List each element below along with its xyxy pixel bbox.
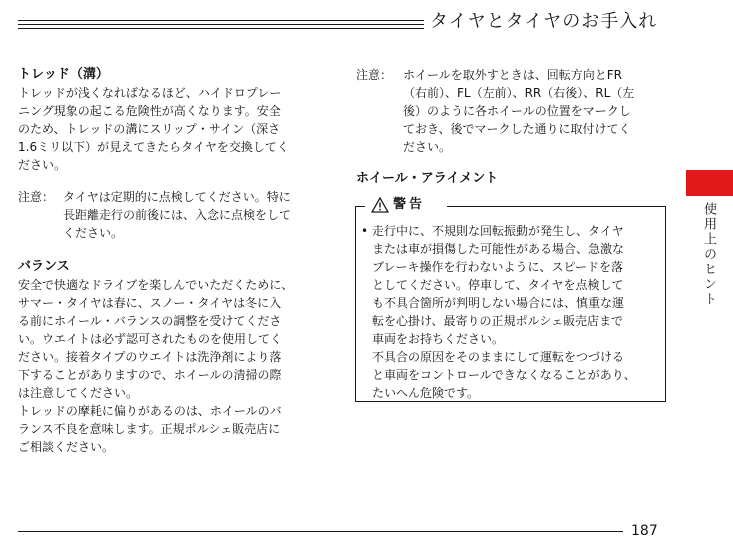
warning-title-text: 警告 [393,197,426,212]
tread-paragraph [18,84,289,174]
warning-triangle-icon [371,197,389,213]
tread-heading: トレッド（溝） [18,67,109,82]
text-line: 車両をお持ちください。 [372,332,505,346]
wheel-removal-caution [356,66,666,158]
text-line: ださい。 [18,158,67,172]
text-line: ださい。 [403,140,452,154]
page-title: タイヤとタイヤのお手入れ [430,11,658,32]
header-rule-top [18,20,424,21]
caution-text [403,66,634,156]
tire-caution-note [18,188,328,244]
balance-paragraph [18,276,293,456]
text-line: ておき、後でマークした通りに取付けてく [403,122,631,136]
text-line: 下することがありますので、ホイールの清掃の際 [18,368,282,382]
text-line: 走行中に、不規則な回転振動が発生し、タイヤ [372,224,624,238]
text-line: ください。 [63,226,124,240]
text-line: トレッドの摩耗に偏りがあるのは、ホイールのバ [18,404,282,418]
text-line: 転を心掛け、最寄りの正規ポルシェ販売店まで [372,314,623,328]
warning-text [361,222,661,402]
alignment-heading: ホイール・アライメント [356,171,499,186]
bullet-marker: • [361,224,369,238]
text-line: のため、トレッドの溝にスリップ・サイン（深さ [18,122,281,136]
text-line: （右前）、FL（左前）、RR（右後）、RL（左 [403,86,635,100]
text-line: は注意してください。 [18,386,139,400]
text-line: 後）のように各ホイールの位置をマークし [403,104,631,118]
section-tab-marker [686,170,733,196]
caution-label: 注意： [18,190,55,204]
text-line: い。ウエイトは必ず認可されたものを使用してく [18,332,283,346]
page-number: 187 [631,523,658,539]
text-line: ださい。接着タイプのウエイトは洗浄剤により落 [18,350,282,364]
text-line: ランス不良を意味します。正規ポルシェ販売店に [18,422,281,436]
section-tab-label: 使用上のヒント [701,202,716,307]
text-line: ブレーキ操作を行わないように、スピードを落 [372,260,624,274]
text-line: ニング現象の起こる危険性が高くなります。安全 [18,104,281,118]
text-line: たいへん危険です。 [372,386,480,400]
text-line: 長距離走行の前後には、入念に点検をして [63,208,292,222]
text-line: ホイールを取外すときは、回転方向とFR [403,68,623,82]
text-line: としてください。停車して、タイヤを点検して [372,278,624,292]
text-line: ご相談ください。 [18,440,115,454]
header-rule-middle [18,24,424,25]
warning-title [365,194,447,216]
text-line: 1.6ミリ以下）が見えてきたらタイヤを交換してく [18,140,289,154]
caution-text [63,188,291,242]
balance-heading: バランス [18,259,70,274]
text-line: または車が損傷した可能性がある場合、急激な [372,242,625,256]
caution-label: 注意： [356,68,393,82]
footer-rule [18,531,623,532]
text-line: 安全で快適なドライブを楽しんでいただくために、 [18,278,294,292]
header-rule-bottom [18,28,424,29]
text-line: と車両をコントロールできなくなることがあり、 [372,368,636,382]
text-line: も不具合箇所が判明しない場合には、慎重な運 [372,296,625,310]
text-line: タイヤは定期的に点検してください。特に [63,190,291,204]
text-line: サマー・タイヤは春に、スノー・タイヤは冬に入 [18,296,282,310]
text-line: 不具合の原因をそのままにして運転をつづける [372,350,625,364]
text-line: トレッドが浅くなればなるほど、ハイドロプレー [18,86,282,100]
text-line: る前にホイール・バランスの調整を受けてくださ [18,314,282,328]
